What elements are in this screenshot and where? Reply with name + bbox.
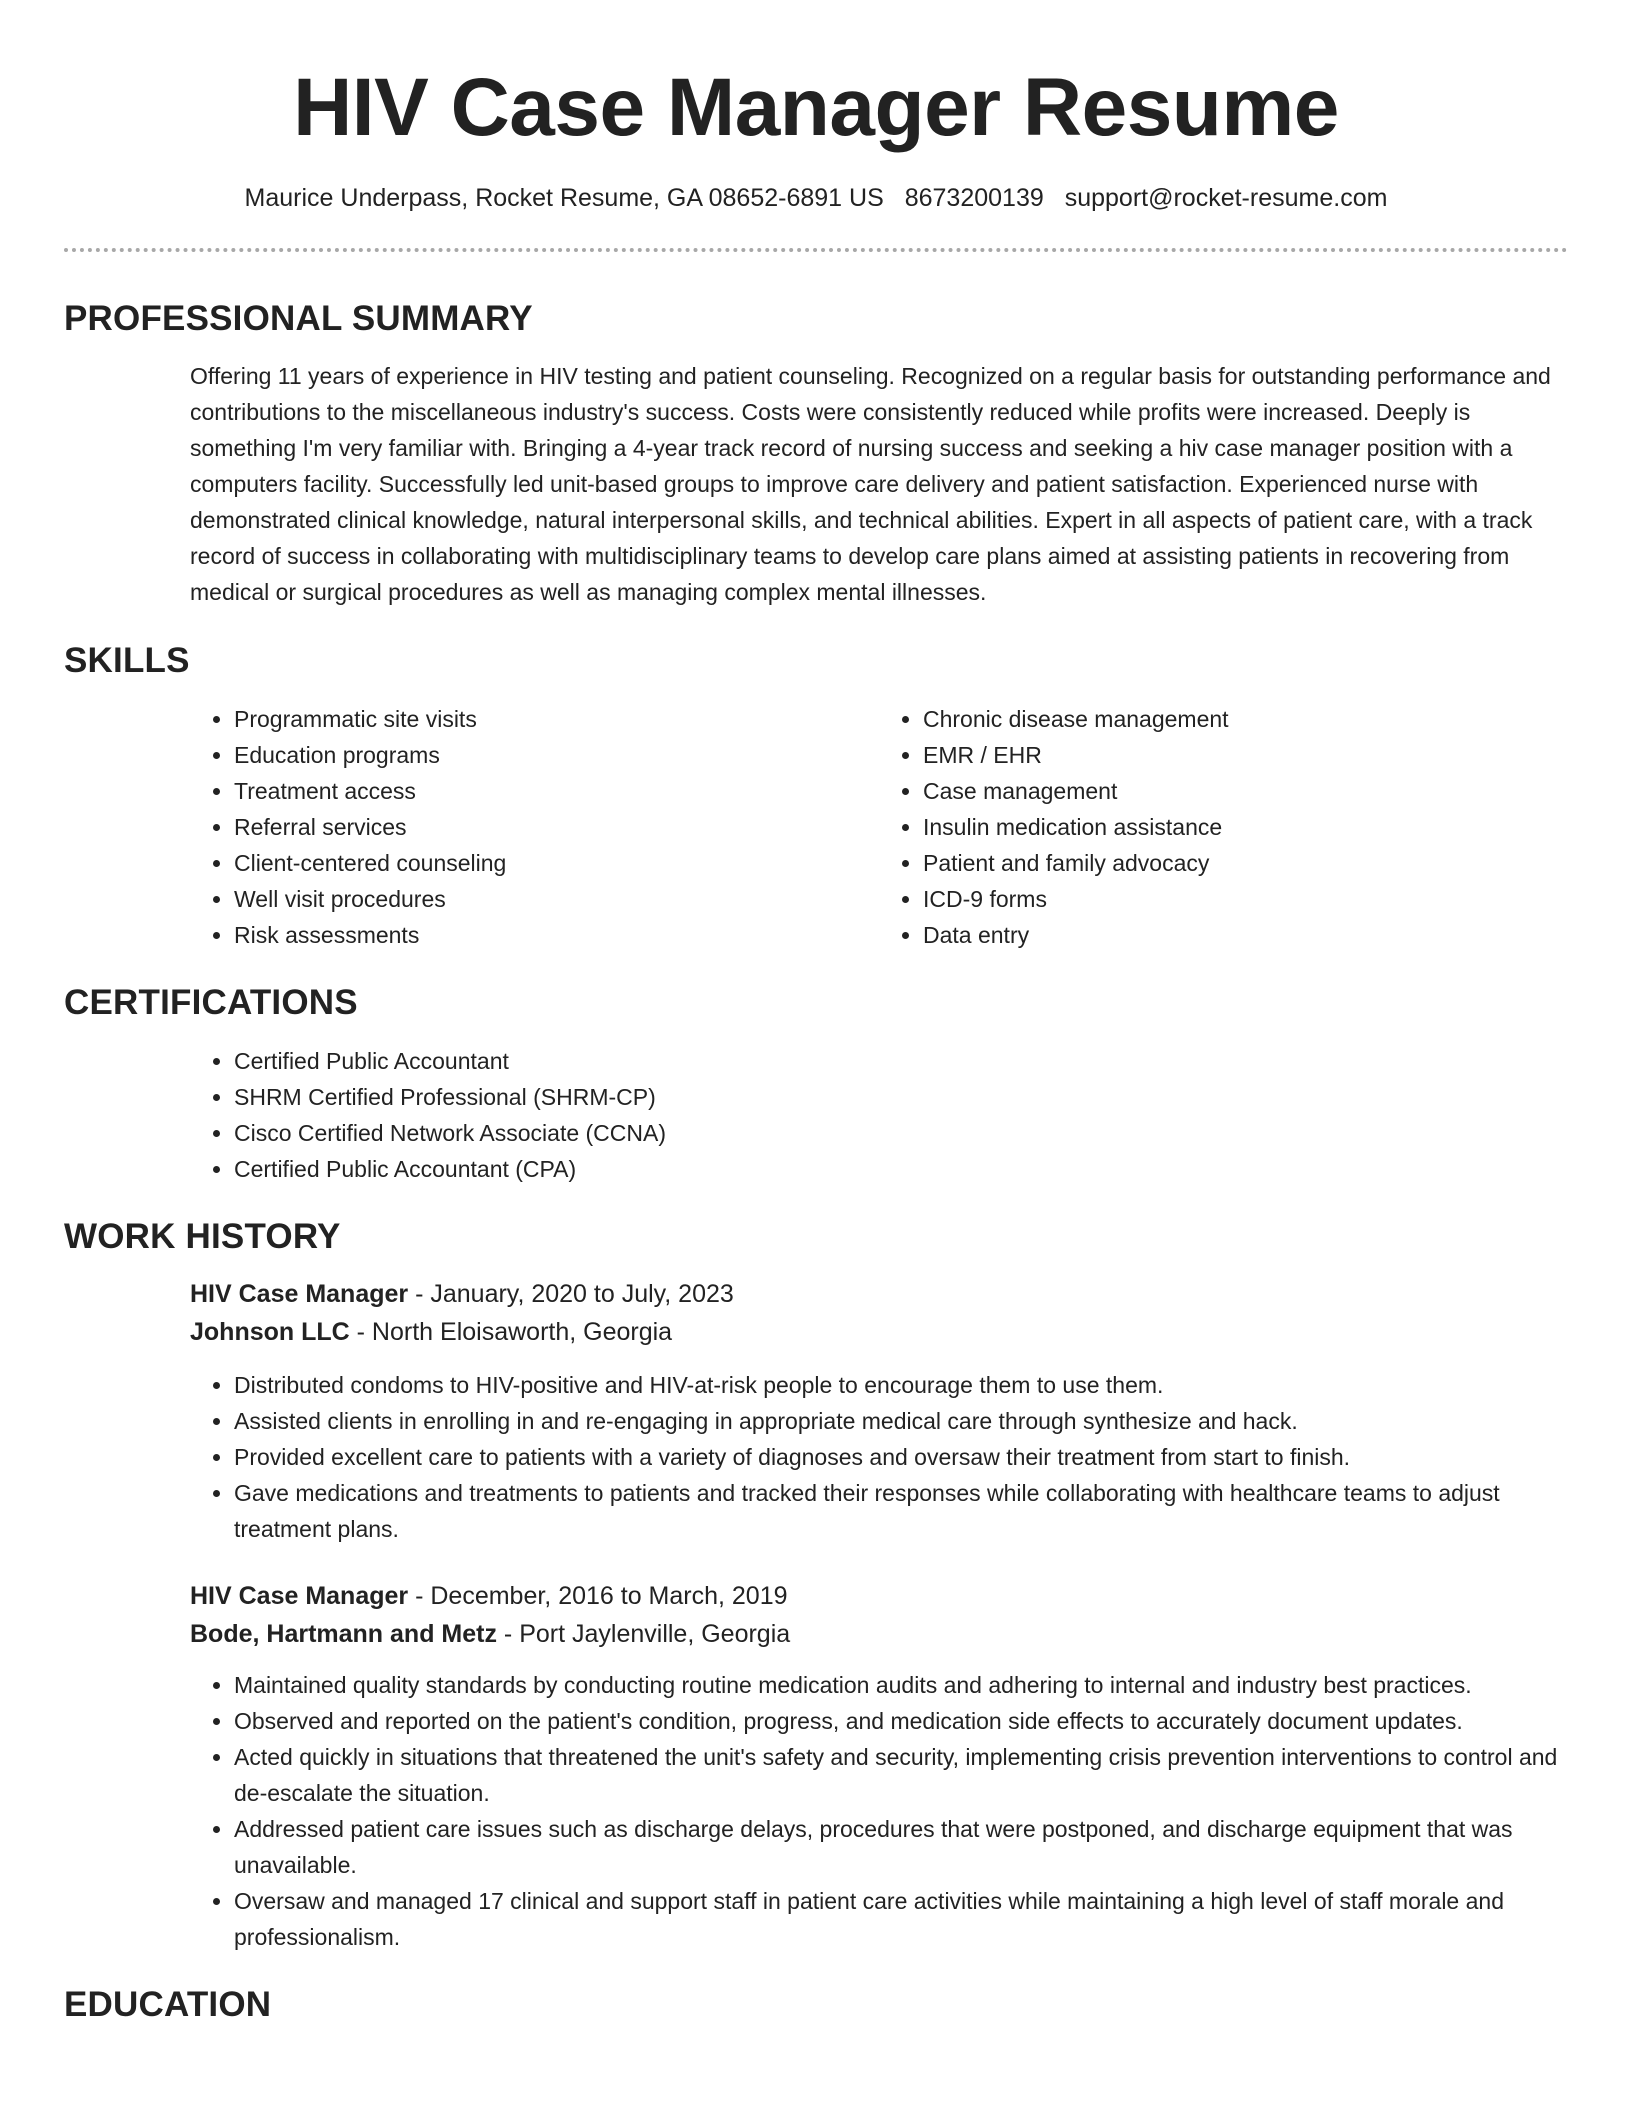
skill-item: • Education programs [234, 737, 879, 773]
summary-section [190, 358, 1568, 610]
certification-item: • SHRM Certified Professional (SHRM-CP) [234, 1079, 1568, 1115]
skill-item: • Insulin medication assistance [923, 809, 1568, 845]
job-entry [190, 1577, 1568, 1955]
job-duty: • Observed and reported on the patient's condition, progress, and medication side effects to accurately document updates. [234, 1703, 1568, 1739]
job-duties-list [190, 1667, 1568, 1955]
job-dates: - January, 2020 to July, 2023 [408, 1280, 734, 1308]
certifications-section [190, 1043, 1568, 1187]
contact-email: support@rocket-resume.com [1064, 184, 1388, 212]
skills-grid [190, 701, 1568, 953]
work-history-heading: WORK HISTORY [64, 1217, 341, 1256]
skill-item: • Chronic disease management [923, 701, 1568, 737]
contact-address: Maurice Underpass, Rocket Resume, GA 08652-6891 US [244, 184, 884, 212]
skill-item: • EMR / EHR [923, 737, 1568, 773]
skill-item: • Data entry [923, 917, 1568, 953]
summary-text: Offering 11 years of experience in HIV testing and patient counseling. Recognized on a regular basis for outstanding performance and contributions to the miscellaneous industry's success. Costs were consistently reduced while profits were increased. Deeply is something I'm very familiar with. Bringing a 4-year track record of nursing success and seeking a hiv case manager position with a computers facility. Successfully led unit-based groups to improve care delivery and patient satisfaction. Experienced nurse with demonstrated clinical knowledge, natural interpersonal skills, and technical abilities. Expert in all aspects of patient care, with a track record of success in collaborating with multidisciplinary teams to develop care plans aimed at assisting patients in recovering from medical or surgical procedures as well as managing complex mental illnesses. [190, 363, 1551, 605]
job-duty: • Assisted clients in enrolling in and re-engaging in appropriate medical care through synthesize and hack. [234, 1403, 1568, 1439]
certifications-heading: CERTIFICATIONS [64, 983, 358, 1022]
resume-title: HIV Case Manager Resume [293, 62, 1339, 153]
job-duties-list [190, 1367, 1568, 1547]
job-title-line [190, 1275, 1568, 1313]
job-company-line [190, 1615, 1568, 1653]
job-duty: • Acted quickly in situations that threatened the unit's safety and security, implementing crisis prevention interventions to control and de-escalate the situation. [234, 1739, 1568, 1811]
skills-heading: SKILLS [64, 641, 190, 680]
job-dates: - December, 2016 to March, 2019 [408, 1582, 788, 1610]
job-duty: • Gave medications and treatments to patients and tracked their responses while collaborating with healthcare teams to adjust treatment plans. [234, 1475, 1568, 1547]
job-duty: • Addressed patient care issues such as discharge delays, procedures that were postponed, and discharge equipment that was unavailable. [234, 1811, 1568, 1883]
skills-list-left [190, 701, 879, 953]
skill-item: • Referral services [234, 809, 879, 845]
job-entry [190, 1275, 1568, 1547]
header-divider [64, 248, 1568, 252]
job-title: HIV Case Manager [190, 1280, 409, 1308]
job-location: - North Eloisaworth, Georgia [349, 1318, 673, 1346]
contact-line [64, 182, 1568, 214]
certification-item: • Cisco Certified Network Associate (CCNA) [234, 1115, 1568, 1151]
skill-item: • Treatment access [234, 773, 879, 809]
job-title: HIV Case Manager [190, 1582, 409, 1610]
resume-page [64, 0, 1568, 2025]
skill-item: • Client-centered counseling [234, 845, 879, 881]
job-duty: • Distributed condoms to HIV-positive and HIV-at-risk people to encourage them to use them. [234, 1367, 1568, 1403]
skill-item: • Patient and family advocacy [923, 845, 1568, 881]
summary-heading: PROFESSIONAL SUMMARY [64, 299, 533, 338]
job-company: Johnson LLC [190, 1318, 350, 1346]
certification-item: • Certified Public Accountant [234, 1043, 1568, 1079]
job-duty: • Maintained quality standards by conducting routine medication audits and adhering to internal and industry best practices. [234, 1667, 1568, 1703]
education-heading: EDUCATION [64, 1985, 272, 2024]
certification-item: • Certified Public Accountant (CPA) [234, 1151, 1568, 1187]
skill-item: • Programmatic site visits [234, 701, 879, 737]
job-location: - Port Jaylenville, Georgia [496, 1620, 791, 1648]
job-company: Bode, Hartmann and Metz [190, 1620, 497, 1648]
job-company-line [190, 1313, 1568, 1351]
certifications-list [190, 1043, 1568, 1187]
skill-item: • Case management [923, 773, 1568, 809]
skills-list-right [879, 701, 1568, 953]
skill-item: • Risk assessments [234, 917, 879, 953]
skill-item: • Well visit procedures [234, 881, 879, 917]
job-duty: • Oversaw and managed 17 clinical and support staff in patient care activities while maintaining a high level of staff morale and professionalism. [234, 1883, 1568, 1955]
skill-item: • ICD-9 forms [923, 881, 1568, 917]
contact-phone: 8673200139 [904, 184, 1044, 212]
job-duty: • Provided excellent care to patients with a variety of diagnoses and oversaw their treatment from start to finish. [234, 1439, 1568, 1475]
job-title-line [190, 1577, 1568, 1615]
